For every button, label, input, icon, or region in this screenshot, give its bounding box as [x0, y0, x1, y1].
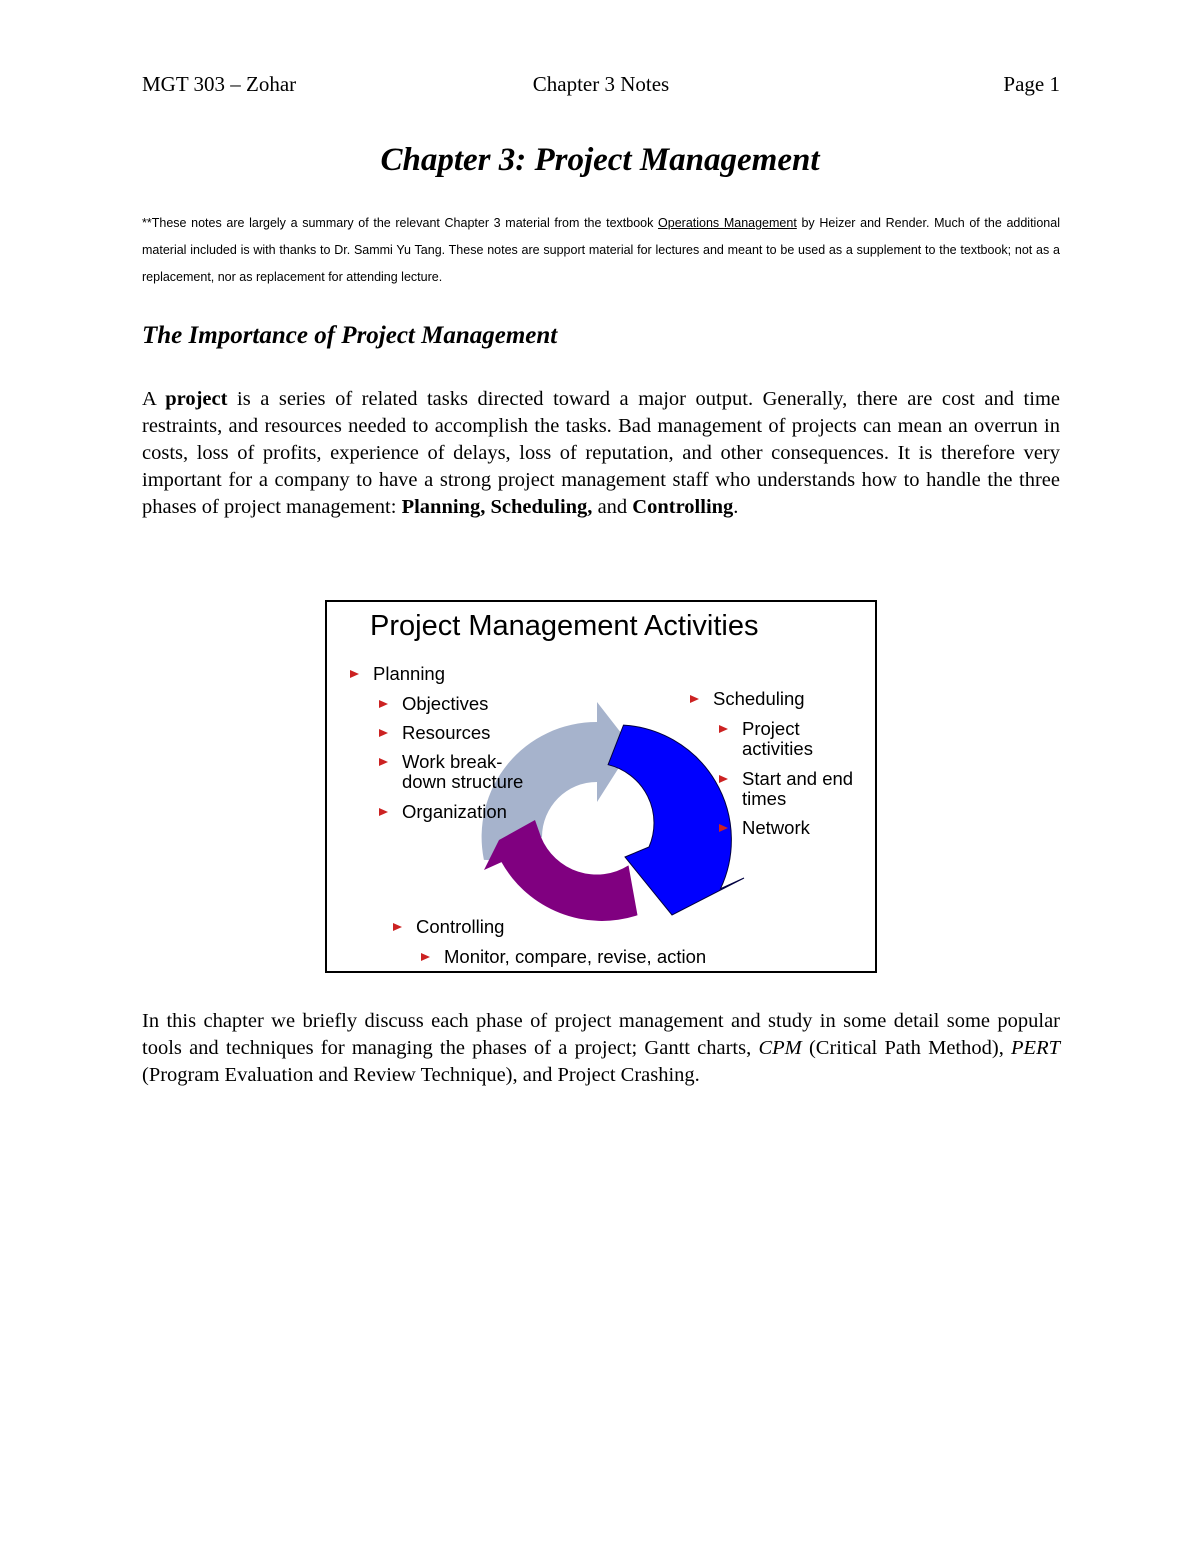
p1-term-planning: Planning, [401, 496, 486, 518]
triangle-bullet-icon [350, 670, 359, 678]
p1-text-a: A [142, 388, 166, 410]
p2-text-a: In this chapter we briefly discuss each phase of project management and study in some detail some popular tools and techniques for managing the phases of a project; Gantt charts, [142, 1010, 1060, 1059]
triangle-bullet-icon [719, 775, 728, 783]
p1-term-scheduling: Scheduling, [490, 496, 593, 518]
note-text-after: by Heizer and Render. Much of the additional material included is with thanks to Dr. Sammi Yu Tang. These notes are support material for lectures and meant to be used as a supplement to the textbook; not as a replacement, nor as replacement for attending lecture. [142, 216, 1060, 284]
note-text-before: **These notes are largely a summary of the relevant Chapter 3 material from the textbook [142, 216, 659, 230]
intro-note [142, 210, 1060, 291]
header-chapter: Chapter 3 Notes [532, 72, 670, 96]
header-page-number: Page 1 [1003, 72, 1060, 96]
paragraph-chapter-overview [142, 1008, 1060, 1089]
pm-activities-figure: Project Management Activities Planning Objectives Resources Work break- down structure Organization Scheduling Project activities Start and end times Network Controlling Monitor, compare, revise, action [325, 600, 877, 973]
figure-title: Project Management Activities [370, 610, 759, 642]
p1-term-controlling: Controlling [632, 496, 734, 518]
p2-text-c: (Program Evaluation and Review Technique), and Project Crashing. [142, 1064, 700, 1086]
triangle-bullet-icon [719, 725, 728, 733]
triangle-bullet-icon [421, 953, 430, 961]
p2-term-pert: PERT [1011, 1037, 1060, 1059]
p1-and: and [592, 496, 633, 518]
p1-end: . [733, 496, 739, 518]
page-title: Chapter 3: Project Management [380, 142, 820, 178]
note-book-title: Operations Management [658, 216, 797, 230]
triangle-bullet-icon [379, 758, 388, 766]
paragraph-project-definition [142, 386, 1060, 521]
section-heading: The Importance of Project Management [142, 322, 558, 349]
page-header [142, 72, 1060, 102]
triangle-bullet-icon [379, 808, 388, 816]
triangle-bullet-icon [690, 695, 699, 703]
triangle-bullet-icon [379, 700, 388, 708]
triangle-bullet-icon [379, 729, 388, 737]
p1-term-project: project [165, 388, 228, 410]
header-course: MGT 303 – Zohar [142, 72, 297, 96]
p1-text-c: is a series of related tasks directed toward a major output. Generally, there are cost and time restraints, and resources needed to accomplish the tasks. Bad management of projects can mean an overrun in costs, loss of profits, experience of delays, loss of reputation, and other consequences. It is therefore very important for a company to have a strong project management staff who understands how to handle the three phases of project management: [142, 388, 1060, 518]
triangle-bullet-icon [719, 824, 728, 832]
p2-text-b: (Critical Path Method), [801, 1037, 1012, 1059]
p2-term-cpm: CPM [758, 1037, 802, 1059]
triangle-bullet-icon [393, 923, 402, 931]
